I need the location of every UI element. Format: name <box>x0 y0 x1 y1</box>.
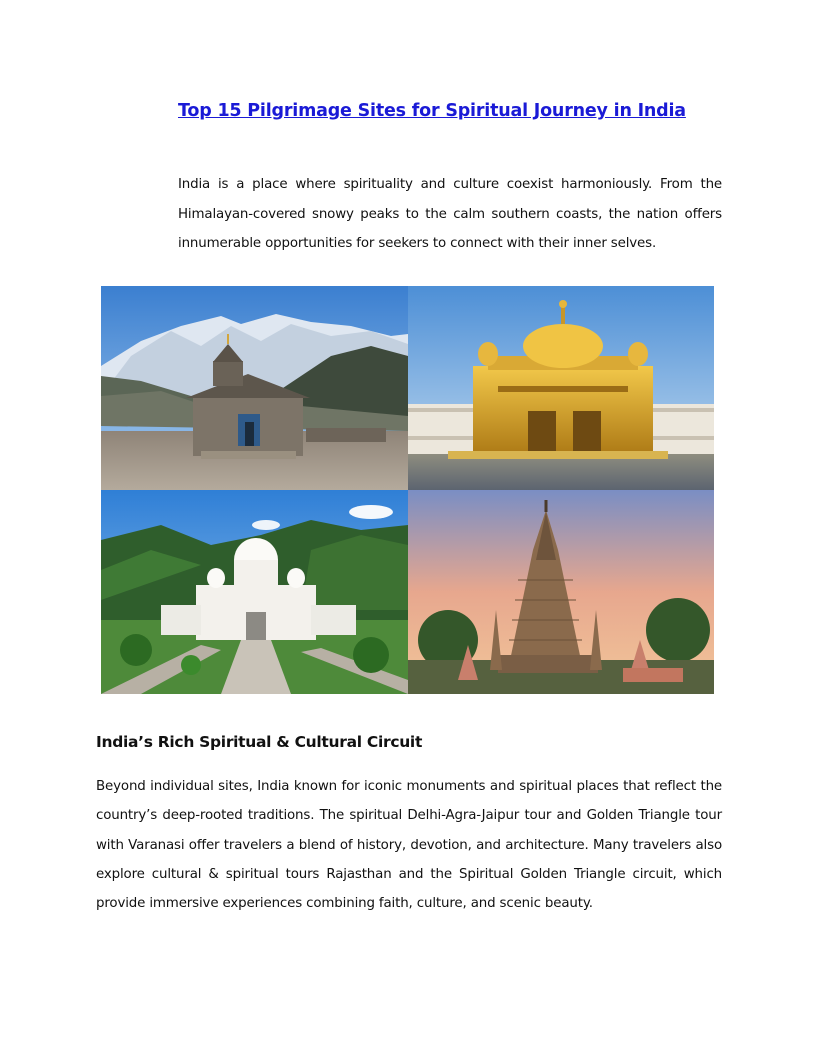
mahabodhi-temple-image <box>408 490 714 694</box>
section-paragraph: Beyond individual sites, India known for iconic monuments and spiritual places that reflect the country’s deep-rooted traditions. The spiritual Delhi-Agra-Jaipur tour and Golden Triangle tour with Varanasi offer travelers a blend of history, devotion, and architecture. Many travelers also explore cultural & spiritual tours Rajasthan and the Spiritual Golden Triangle circuit, which provide immersive experiences combining faith, culture, and scenic beauty. <box>96 779 722 912</box>
white-temple-garden-image <box>101 490 408 694</box>
section-heading: India’s Rich Spiritual & Cultural Circuit <box>96 733 423 751</box>
intro-paragraph: India is a place where spirituality and culture coexist harmoniously. From the Himalayan-covered snowy peaks to the calm southern coasts, the nation offers innumerable opportunities for seekers to connect with their inner selves. <box>178 177 722 251</box>
golden-temple-image <box>408 286 714 490</box>
page-title-link[interactable]: Top 15 Pilgrimage Sites for Spiritual Journey in India <box>178 101 686 121</box>
temple-photo-collage <box>101 286 714 694</box>
kedarnath-temple-image <box>101 286 408 490</box>
